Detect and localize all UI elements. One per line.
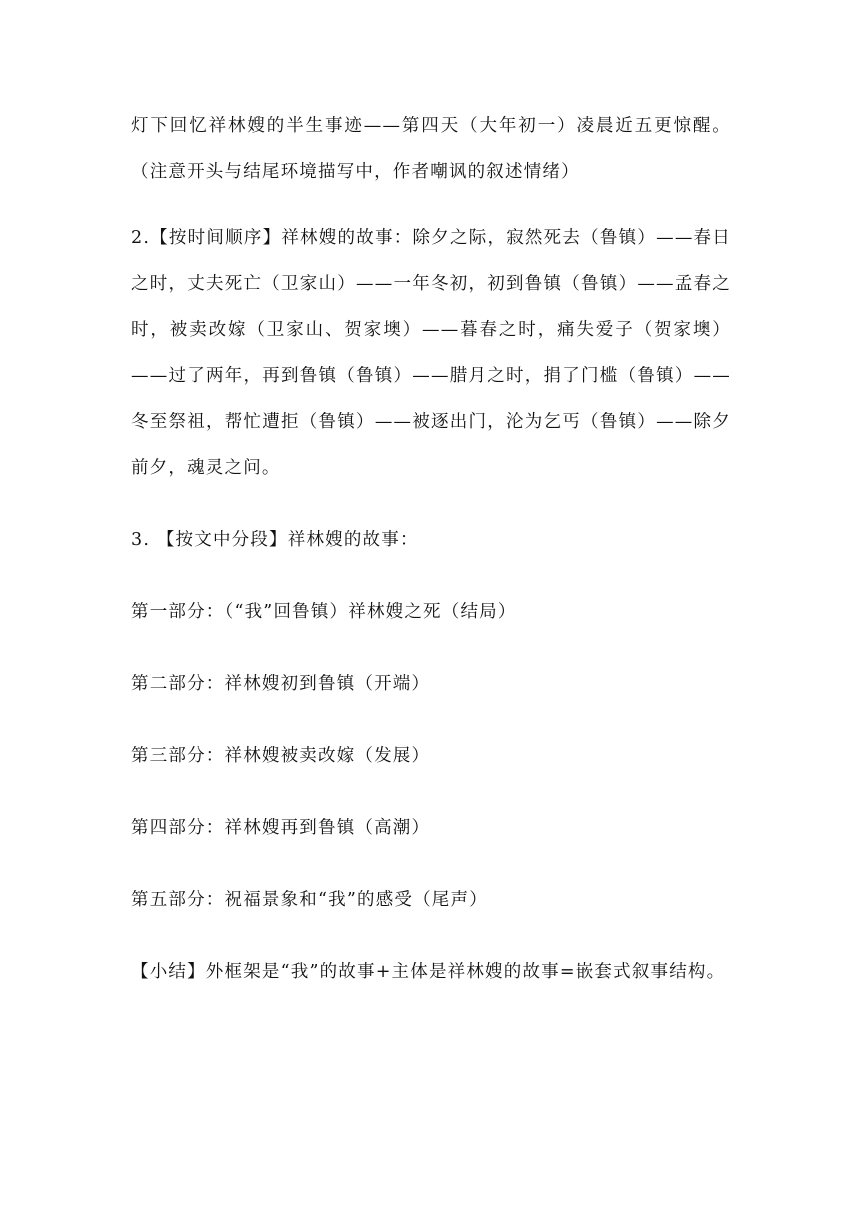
spacer	[131, 923, 731, 949]
time-order-paragraph: 2.【按时间顺序】祥林嫂的故事：除夕之际，寂然死去（鲁镇）——春日之时，丈夫死亡（卫家山）——一年冬初，初到鲁镇（鲁镇）——孟春之时，被卖改嫁（卫家山、贺家墺）——暮春之时，痛失爱子（贺家墺）——过了两年，再到鲁镇（鲁镇）——腊月之时，捐了门槛（鲁镇）——冬至祭祖，帮忙遭拒（鲁镇）——被逐出门，沦为乞丐（鲁镇）——除夕前夕，魂灵之问。	[131, 228, 731, 478]
spacer	[131, 195, 731, 215]
intro-paragraph: 灯下回忆祥林嫂的半生事迹——第四天（大年初一）凌晨近五更惊醒。（注意开头与结尾环境描写中，作者嘲讽的叙述情绪）	[131, 116, 731, 182]
part-1: 第一部分：（“我”回鲁镇）祥林嫂之死（结局）	[131, 602, 517, 622]
part-4: 第四部分：祥林嫂再到鲁镇（高潮）	[131, 818, 431, 838]
document-body	[131, 103, 731, 995]
spacer	[131, 707, 731, 733]
part-2: 第二部分：祥林嫂初到鲁镇（开端）	[131, 674, 431, 694]
part-5: 第五部分：祝福景象和“我”的感受（尾声）	[131, 890, 488, 910]
spacer	[131, 563, 731, 589]
spacer	[131, 491, 731, 517]
part-3: 第三部分：祥林嫂被卖改嫁（发展）	[131, 746, 431, 766]
spacer	[131, 851, 731, 877]
summary-paragraph: 【小结】外框架是“我”的故事+主体是祥林嫂的故事=嵌套式叙事结构。	[131, 962, 726, 982]
spacer	[131, 779, 731, 805]
spacer	[131, 635, 731, 661]
sections-heading: 3. 【按文中分段】祥林嫂的故事：	[131, 530, 419, 550]
